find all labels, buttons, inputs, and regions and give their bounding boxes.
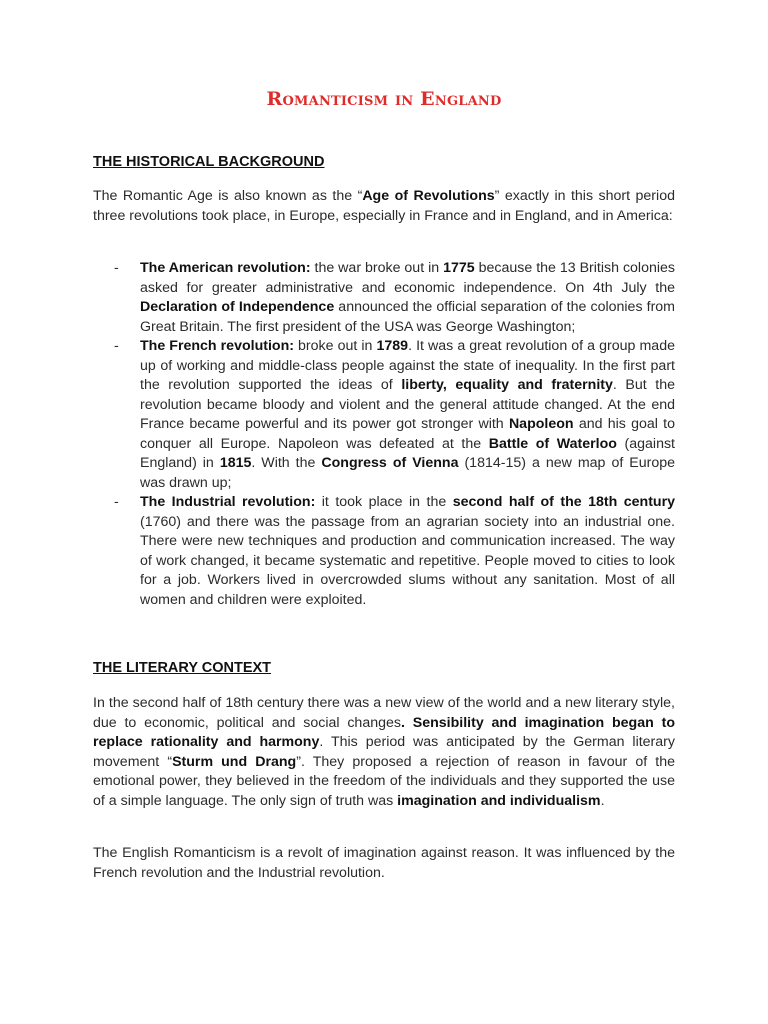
bullet-dash: - [114, 338, 119, 354]
bullet-dash: - [114, 494, 119, 510]
section-heading-historical: THE HISTORICAL BACKGROUND [93, 154, 325, 170]
conclusion-paragraph: The English Romanticism is a revolt of imagination against reason. It was influenced by the French revolution and the Industrial revolution. [93, 845, 675, 881]
intro-paragraph: The Romantic Age is also known as the “Age of Revolutions” exactly in this short period three revolutions took place, in Europe, especially in France and in England, and in America: [93, 188, 675, 224]
literary-paragraph: In the second half of 18th century there was a new view of the world and a new literary style, due to economic, political and social changes. Sensibility and imagination began to replace rationality and harmony. This period was anticipated by the German literary movement “Sturm und Drang”. They proposed a rejection of reason in favour of the emotional power, they believed in the freedom of the individuals and they supported the use of a simple language. The only sign of truth was imagination and individualism. [93, 695, 675, 809]
section-heading-literary: THE LITERARY CONTEXT [93, 660, 272, 676]
bullet-dash: - [114, 260, 119, 276]
revolutions-list [93, 259, 675, 610]
list-item: - The American revolution: the war broke out in 1775 because the 13 British colonies asked for greater administrative and economic independence. On 4th July the Declaration of Independence announced the official separation of the colonies from Great Britain. The first president of the USA was George Washington; [114, 260, 676, 335]
list-item: - The Industrial revolution: it took place in the second half of the 18th century (1760) and there was the passage from an agrarian society into an industrial one. There were new techniques and production and communication increased. The way of work changed, it became systematic and repetitive. People moved to cities to look for a job. Workers lived in overcrowded slums without any sanitation. Most of all women and children were exploited. [114, 494, 675, 608]
list-item: - The French revolution: broke out in 1789. It was a great revolution of a group made up of working and middle-class people against the state of inequality. In the first part the revolution supported the ideas of liberty, equality and fraternity. But the revolution became bloody and violent and the general attitude changed. At the end France became powerful and its power got stronger with Napoleon and his goal to conquer all Europe. Napoleon was defeated at the Battle of Waterloo (against England) in 1815. With the Congress of Vienna (1814-15) a new map of Europe was drawn up; [114, 338, 676, 491]
document-title: Romanticism in England [266, 88, 502, 110]
